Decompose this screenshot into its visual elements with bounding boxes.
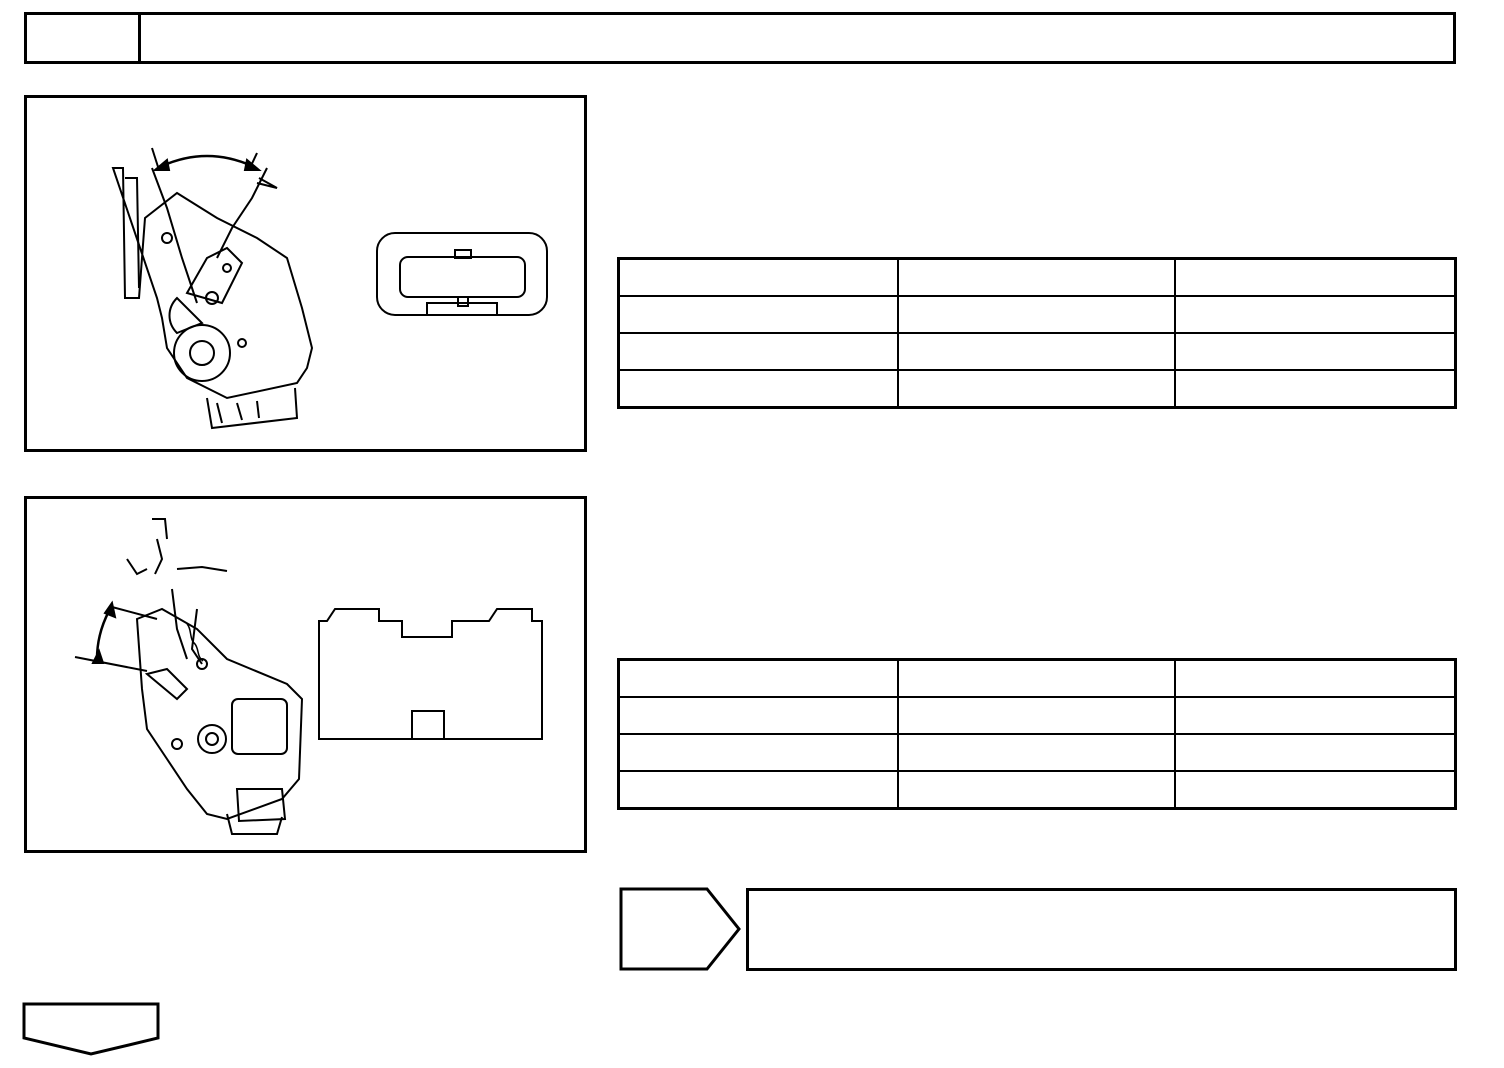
- table-cell: [898, 333, 1175, 370]
- table-row: [619, 333, 1456, 370]
- figure-a: [24, 95, 587, 452]
- ng-result-box: [746, 888, 1457, 971]
- header-cell: [898, 660, 1175, 698]
- step-header: [24, 12, 1456, 64]
- table-row: [619, 734, 1456, 771]
- table-row: [619, 370, 1456, 408]
- step-number: [27, 15, 141, 61]
- table-cell: [619, 734, 898, 771]
- table-cell: [619, 697, 898, 734]
- table-cell: [619, 296, 898, 333]
- door-lock-illustration-a: [27, 98, 584, 449]
- table-row: [619, 771, 1456, 809]
- table-cell: [1175, 697, 1456, 734]
- spec-table-a: [617, 257, 1457, 409]
- figure-b: [24, 496, 587, 853]
- table-cell: [898, 771, 1175, 809]
- table-cell: [1175, 296, 1456, 333]
- table-cell: [1175, 771, 1456, 809]
- table-cell: [619, 370, 898, 408]
- header-cell: [898, 259, 1175, 297]
- table-row: [619, 296, 1456, 333]
- table-cell: [898, 697, 1175, 734]
- table-cell: [898, 370, 1175, 408]
- ng-arrow-box: [619, 887, 743, 971]
- table-header-row: [619, 660, 1456, 698]
- table-cell: [898, 734, 1175, 771]
- table-cell: [1175, 370, 1456, 408]
- spec-table-b: [617, 658, 1457, 810]
- header-cell: [619, 259, 898, 297]
- table-cell: [898, 296, 1175, 333]
- header-cell: [619, 660, 898, 698]
- table-row: [619, 697, 1456, 734]
- table-cell: [619, 333, 898, 370]
- table-header-row: [619, 259, 1456, 297]
- table-cell: [1175, 734, 1456, 771]
- header-cell: [1175, 259, 1456, 297]
- table-cell: [1175, 333, 1456, 370]
- ok-arrow-box: [22, 1002, 162, 1058]
- header-cell: [1175, 660, 1456, 698]
- table-cell: [619, 771, 898, 809]
- door-lock-illustration-b: [27, 499, 584, 850]
